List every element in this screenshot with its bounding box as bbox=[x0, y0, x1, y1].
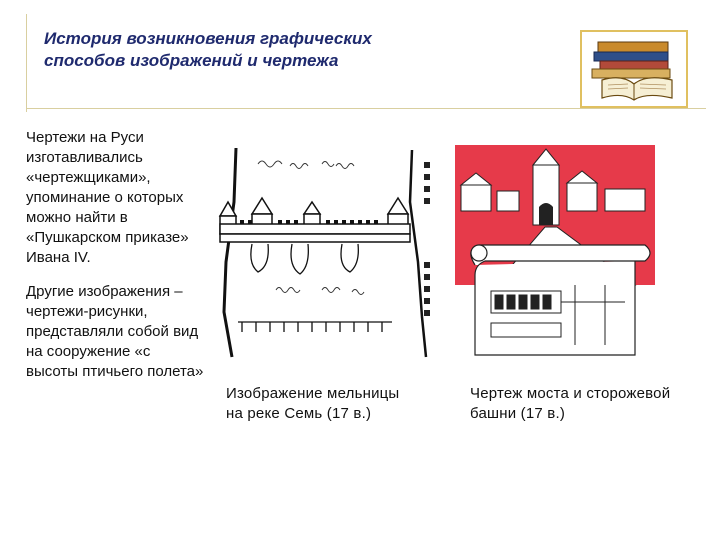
paragraph-drugie: Другие изображения – чертежи-рисунки, представляли собой вид на сооружение «с высоты птичьего полета» bbox=[26, 283, 204, 380]
caption-mill: Изображение мельницы на реке Семь (17 в.) bbox=[226, 385, 400, 422]
decorative-vertical-rule bbox=[26, 14, 27, 112]
books-illustration bbox=[580, 30, 688, 108]
books-icon bbox=[582, 32, 686, 106]
decorative-horizontal-rule bbox=[26, 108, 706, 109]
bridge-tower-drawing-image bbox=[455, 145, 655, 367]
slide-title-line2: способов изображений и чертежа bbox=[44, 51, 339, 70]
slide-title-line1: История возникновения графических bbox=[44, 29, 372, 48]
caption-bridge: Чертеж моста и сторожевой башни (17 в.) bbox=[470, 385, 671, 422]
paragraph-chertezhi: Чертежи на Руси изготавливались «чертежщиками», упоминание о которых можно найти в «Пушкарском приказе» Ивана IV. bbox=[26, 129, 189, 266]
mill-drawing-image bbox=[212, 142, 448, 364]
left-text-block bbox=[26, 128, 206, 396]
slide-title bbox=[44, 28, 484, 72]
